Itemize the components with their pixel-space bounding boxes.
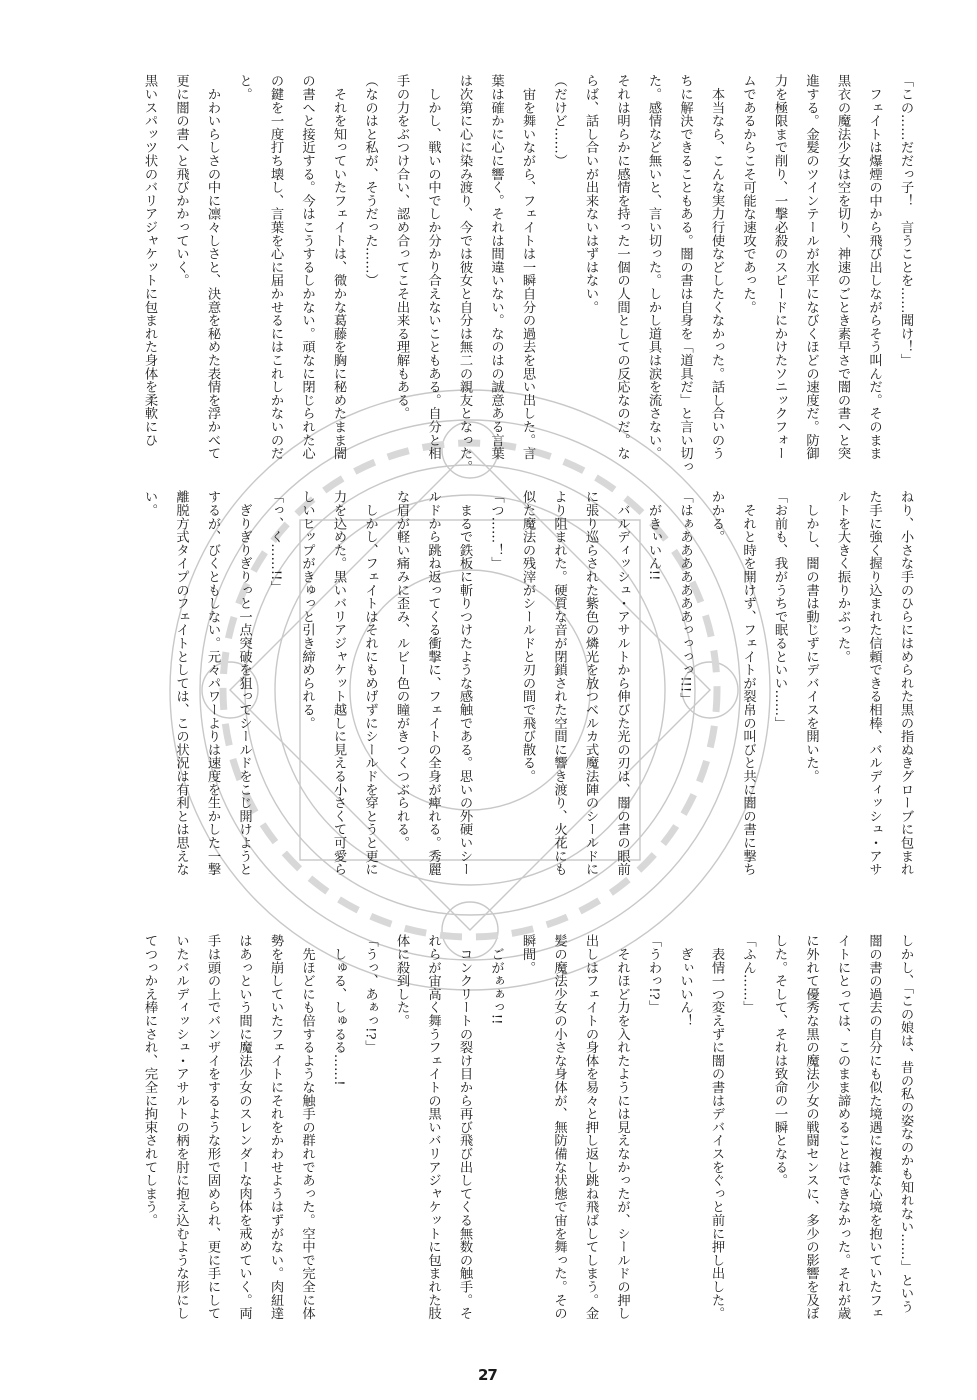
text-line: 本当なら、こんな実力行使などしたくなかった。話し合いのう: [709, 74, 724, 460]
text-line: ねり、小さな手のひらにはめられた黒の指ぬきグローブに包まれ: [898, 490, 913, 876]
text-line: 闇の書の過去の自分にも似た境遇に複雑な心境を抱いていたフェ: [866, 934, 882, 1320]
text-line: より阻まれた。硬質な音が閉鎖された空間に響き渡り、火花にも: [551, 490, 567, 876]
text-line: しかし、闇の書は動じずにデバイスを開いた。: [803, 490, 819, 783]
text-tier-middle: [133, 490, 921, 882]
text-line: しゅる、しゅるる……!: [331, 934, 346, 1086]
text-line: 「つ……！」: [488, 490, 504, 570]
text-line: がきぃいん!!: [646, 490, 661, 581]
text-line: しいヒップがきゅっと引き締められる。: [299, 490, 315, 730]
text-line: 先ほどにも倍するような触手の群れであった。空中で完全に体: [299, 934, 315, 1320]
text-line: 「はぁあああああああっっっっ!!!」: [677, 490, 693, 706]
text-line: の書へと接近する。今はこうするしかない。頑なに閉じられた心: [299, 74, 315, 460]
text-line: いたバルディッシュ・アサルトの柄を肘に抱え込むような形にし: [173, 934, 189, 1320]
text-line: ぎりぎりぎりっと一点突破を狙ってシールドをこじ開けようと: [236, 490, 252, 876]
text-line: は次第に心に染み渡り、今では彼女と自分は無二の親友となった。: [457, 74, 472, 473]
text-line: 手の力をぶつけ合い、認め合ってこそ出来る理解もある。: [394, 74, 409, 420]
text-line: まるで鉄板に斬りつけたような感触である。思いの外硬いシー: [457, 490, 472, 876]
text-line: 黒衣の魔法少女は空を切り、神速のごとき素早さで闇の書へと突: [835, 74, 850, 460]
text-line: れらが宙高く舞うフェイトの黒いバリアジャケットに包まれた肢: [425, 934, 441, 1320]
text-line: 力を極限まで削り、一撃必殺のスピードにかけたソニックフォー: [772, 74, 787, 460]
text-line: に外れて優秀な黒の魔法少女の戦闘センスに、多少の影響を及ぼ: [803, 934, 819, 1320]
text-line: た手に強く握り込まれた信頼できる相棒、バルディッシュ・アサ: [866, 490, 882, 876]
text-line: かわいらしさの中に凛々しさと、決意を秘めた表情を浮かべて: [205, 74, 220, 460]
text-line: しかし、「この娘は、昔の私の姿なのかも知れない……」という: [898, 934, 913, 1314]
text-line: した。そして、それは致命の一瞬となる。: [772, 934, 787, 1187]
text-line: （だけど……）: [551, 74, 567, 168]
text-line: イトにとっては、このまま諦めることはできなかった。それが歳: [835, 934, 850, 1320]
text-line: ちに解決できることもある。闇の書は自身を「道具だ」と言い切っ: [677, 74, 693, 473]
text-line: しかし、戦いの中でしか分かり合えないこともある。自分と相: [425, 74, 441, 460]
text-line: い。: [142, 490, 157, 517]
text-line: （なのはと私が、そうだった……）: [362, 74, 378, 287]
text-line: の鍵を一度打ち壊し、言葉を心に届かせるにはこれしかないのだ: [268, 74, 283, 460]
text-line: 髪の魔法少女の小さな身体が、無防備な状態で宙を舞った。その: [551, 934, 567, 1320]
text-line: フェイトは爆煙の中から飛び出しながらそう叫んだ。そのまま: [866, 74, 882, 460]
text-tier-lower: [133, 934, 921, 1326]
text-line: しかし、フェイトはそれにもめげずにシールドを穿とうと更に: [362, 490, 378, 876]
text-line: 力を込めた。黒いバリアジャケット越しに見える小さくて可愛ら: [331, 490, 346, 876]
text-tier-upper: [133, 74, 921, 473]
text-line: 離脱方式タイプのフェイトとしては、この状況は有利とは思えな: [173, 490, 189, 876]
text-line: それは明らかに感情を持った一個の人間としての反応なのだ。な: [614, 74, 630, 460]
text-line: 葉は確かに心に響く。それは間違いない。なのはの誠意ある言葉: [488, 74, 504, 460]
text-line: 「この……だだっ子！ 言うことを……聞け！」: [898, 74, 913, 367]
text-line: 宙を舞いながら、フェイトは一瞬自分の過去を思い出した。言: [520, 74, 535, 460]
text-line: コンクリートの裂け目から再び飛び出してくる無数の触手。そ: [457, 934, 472, 1320]
text-line: に張り巡らされた紫色の燐光を放つベルカ式魔法陣のシールドに: [583, 490, 598, 876]
text-line: ぎぃいいん！: [677, 934, 693, 1028]
text-line: てつっかえ棒にされ、完全に拘束されてしまう。: [142, 934, 157, 1227]
text-line: 「うわっ!?」: [646, 934, 661, 1013]
text-line: 出しはフェイトの身体を易々と押し返し跳ね飛ばしてしまう。金: [583, 934, 598, 1320]
text-line: 手は頭の上でバンザイをするような形で固められ、更に手にして: [205, 934, 220, 1320]
text-line: かかる。: [709, 490, 724, 544]
text-line: らば、話し合いが出来ないはずはない。: [583, 74, 598, 314]
text-line: と。: [236, 74, 252, 101]
text-line: た。感情など無いと、言い切った。しかし道具は涙を流さない。: [646, 74, 661, 460]
text-line: それほど力を入れたようには見えなかったが、シールドの押し: [614, 934, 630, 1320]
text-line: 「っ、く……!!」: [268, 490, 283, 594]
text-line: するが、びくともしない。元々パワーよりは速度を生かした一撃: [205, 490, 220, 876]
text-line: ごがぁぁっ!!: [488, 934, 504, 1025]
text-line: それを知っていたフェイトは、微かな葛藤を胸に秘めたまま闇: [331, 74, 346, 460]
text-line: 「うっ、あぁっ!?」: [362, 934, 378, 1053]
text-line: 更に闇の書へと飛びかかっていく。: [173, 74, 189, 287]
text-line: 勢を崩していたフェイトにそれをかわせようはずがない。肉紐達: [268, 934, 283, 1320]
text-line: ルドから跳ね返ってくる衝撃に、フェイトの全身が痺れる。秀麗: [425, 490, 441, 876]
text-line: 「ふん……」: [740, 934, 756, 1014]
text-line: ルトを大きく振りかぶった。: [835, 490, 850, 663]
text-line: 進する。金髪のツインテールが水平になびくほどの速度だ。防御: [803, 74, 819, 460]
text-line: 瞬間。: [520, 934, 535, 974]
text-line: 黒いスパッツ状のバリアジャケットに包まれた身体を柔軟にひ: [142, 74, 157, 447]
text-line: 「お前も、我がうちで眠るといい……」: [772, 490, 787, 730]
text-line: ムであるからこそ可能な速攻であった。: [740, 74, 756, 314]
text-line: 表情一つ変えずに闇の書はデバイスをぐっと前に押し出した。: [709, 934, 724, 1320]
text-line: それと時を開けず、フェイトが裂帛の叫びと共に闇の書に撃ち: [740, 490, 756, 876]
text-line: バルディッシュ・アサルトから伸びた光の刃は、闇の書の眼前: [614, 490, 630, 876]
text-line: な眉が軽い痛みに歪み、ルビー色の瞳がきつくつぶられる。: [394, 490, 409, 850]
text-line: はあっという間に魔法少女のスレンダーな肉体を戒めていく。両: [236, 934, 252, 1320]
text-line: 体に殺到した。: [394, 934, 409, 1028]
page-number: 27: [478, 1366, 497, 1384]
text-line: 似た魔法の残滓がシールドと刃の間で飛び散る。: [520, 490, 535, 783]
